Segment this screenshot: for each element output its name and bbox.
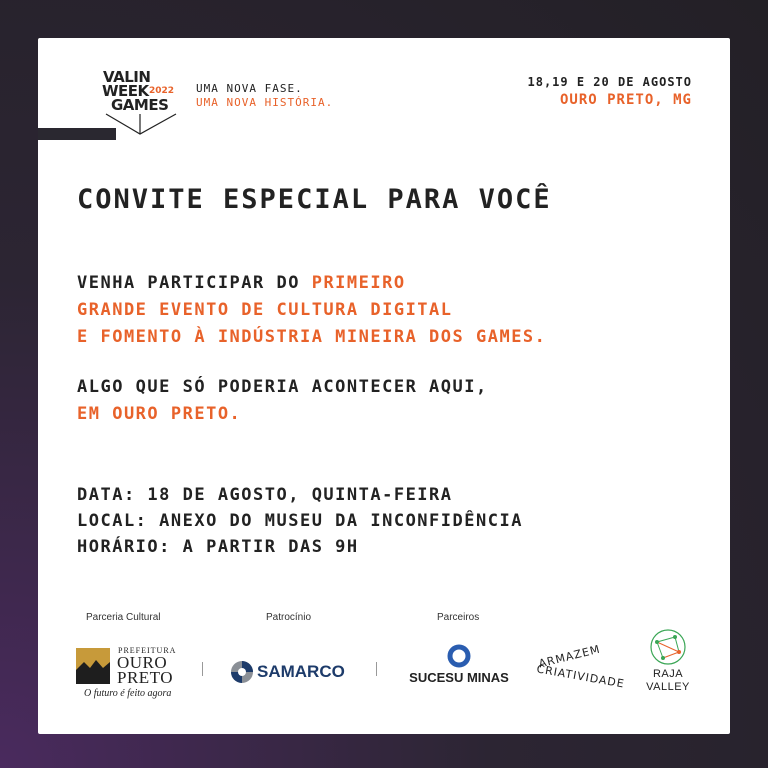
event-city: OURO PRETO, MG bbox=[559, 92, 692, 108]
raja-line2: VALLEY bbox=[646, 681, 690, 693]
label-partners: Parceiros bbox=[437, 612, 480, 623]
samarco-symbol-icon bbox=[230, 660, 254, 684]
invitation-paragraph-1 bbox=[77, 270, 546, 351]
tagline-line1: UMA NOVA FASE. bbox=[196, 82, 303, 95]
tagline-line2: UMA NOVA HISTÓRIA. bbox=[196, 96, 334, 109]
armazem-line2: CRIATIVIDADE bbox=[535, 662, 626, 691]
logo-line-week: WEEK bbox=[102, 82, 149, 100]
label-cultural-partner: Parceria Cultural bbox=[86, 612, 161, 623]
paragraph1-orange-2: GRANDE EVENTO DE CULTURA DIGITAL bbox=[77, 300, 453, 320]
raja-line1: RAJA bbox=[652, 668, 684, 680]
info-date: DATA: 18 DE AGOSTO, QUINTA-FEIRA bbox=[77, 485, 453, 505]
page-title: CONVITE ESPECIAL PARA VOCÊ bbox=[77, 184, 552, 215]
info-location: LOCAL: ANEXO DO MUSEU DA INCONFIDÊNCIA bbox=[77, 511, 523, 531]
paragraph1-plain: VENHA PARTICIPAR DO bbox=[77, 273, 312, 293]
label-sponsor: Patrocínio bbox=[266, 612, 312, 623]
logo-line-games: GAMES bbox=[111, 96, 169, 114]
logo-year: 2022 bbox=[149, 86, 175, 96]
paragraph2-line1: ALGO QUE SÓ PODERIA ACONTECER AQUI, bbox=[77, 377, 488, 397]
samarco-logo bbox=[230, 660, 345, 684]
samarco-wordmark: SAMARCO bbox=[257, 662, 345, 681]
info-time: HORÁRIO: A PARTIR DAS 9H bbox=[77, 537, 359, 557]
event-dates bbox=[528, 73, 693, 109]
valin-week-games-logo bbox=[102, 70, 180, 136]
event-date-range: 18,19 E 20 DE AGOSTO bbox=[527, 75, 692, 89]
ouro-preto-logo bbox=[74, 642, 184, 702]
ouro-preto-ouro: OURO bbox=[117, 653, 168, 672]
invitation-paragraph-2 bbox=[77, 374, 488, 428]
raja-network-icon bbox=[649, 628, 687, 666]
event-info bbox=[77, 482, 523, 560]
ouro-preto-slogan: O futuro é feito agora bbox=[84, 688, 172, 699]
paragraph1-orange-1: PRIMEIRO bbox=[311, 273, 406, 293]
sponsor-divider bbox=[376, 662, 377, 676]
ouro-preto-crest-icon bbox=[76, 648, 110, 684]
sponsor-divider bbox=[202, 662, 203, 676]
logo-line-valin: VALIN bbox=[103, 68, 151, 86]
ouro-preto-preto: PRETO bbox=[117, 668, 174, 687]
ouro-preto-prefeitura: PREFEITURA bbox=[118, 646, 177, 655]
raja-valley-logo bbox=[640, 628, 696, 694]
sucesu-wordmark: SUCESU MINAS bbox=[409, 670, 509, 685]
sucesu-ring-icon bbox=[447, 644, 471, 668]
paragraph1-orange-3: E FOMENTO À INDÚSTRIA MINEIRA DOS GAMES. bbox=[77, 327, 547, 347]
tagline bbox=[196, 82, 333, 110]
sucesu-minas-logo bbox=[404, 644, 514, 688]
paragraph2-line2: EM OURO PRETO. bbox=[77, 404, 242, 424]
armazem-line1: ARMAZEM bbox=[537, 642, 602, 671]
armazem-criatividade-logo bbox=[534, 642, 626, 692]
